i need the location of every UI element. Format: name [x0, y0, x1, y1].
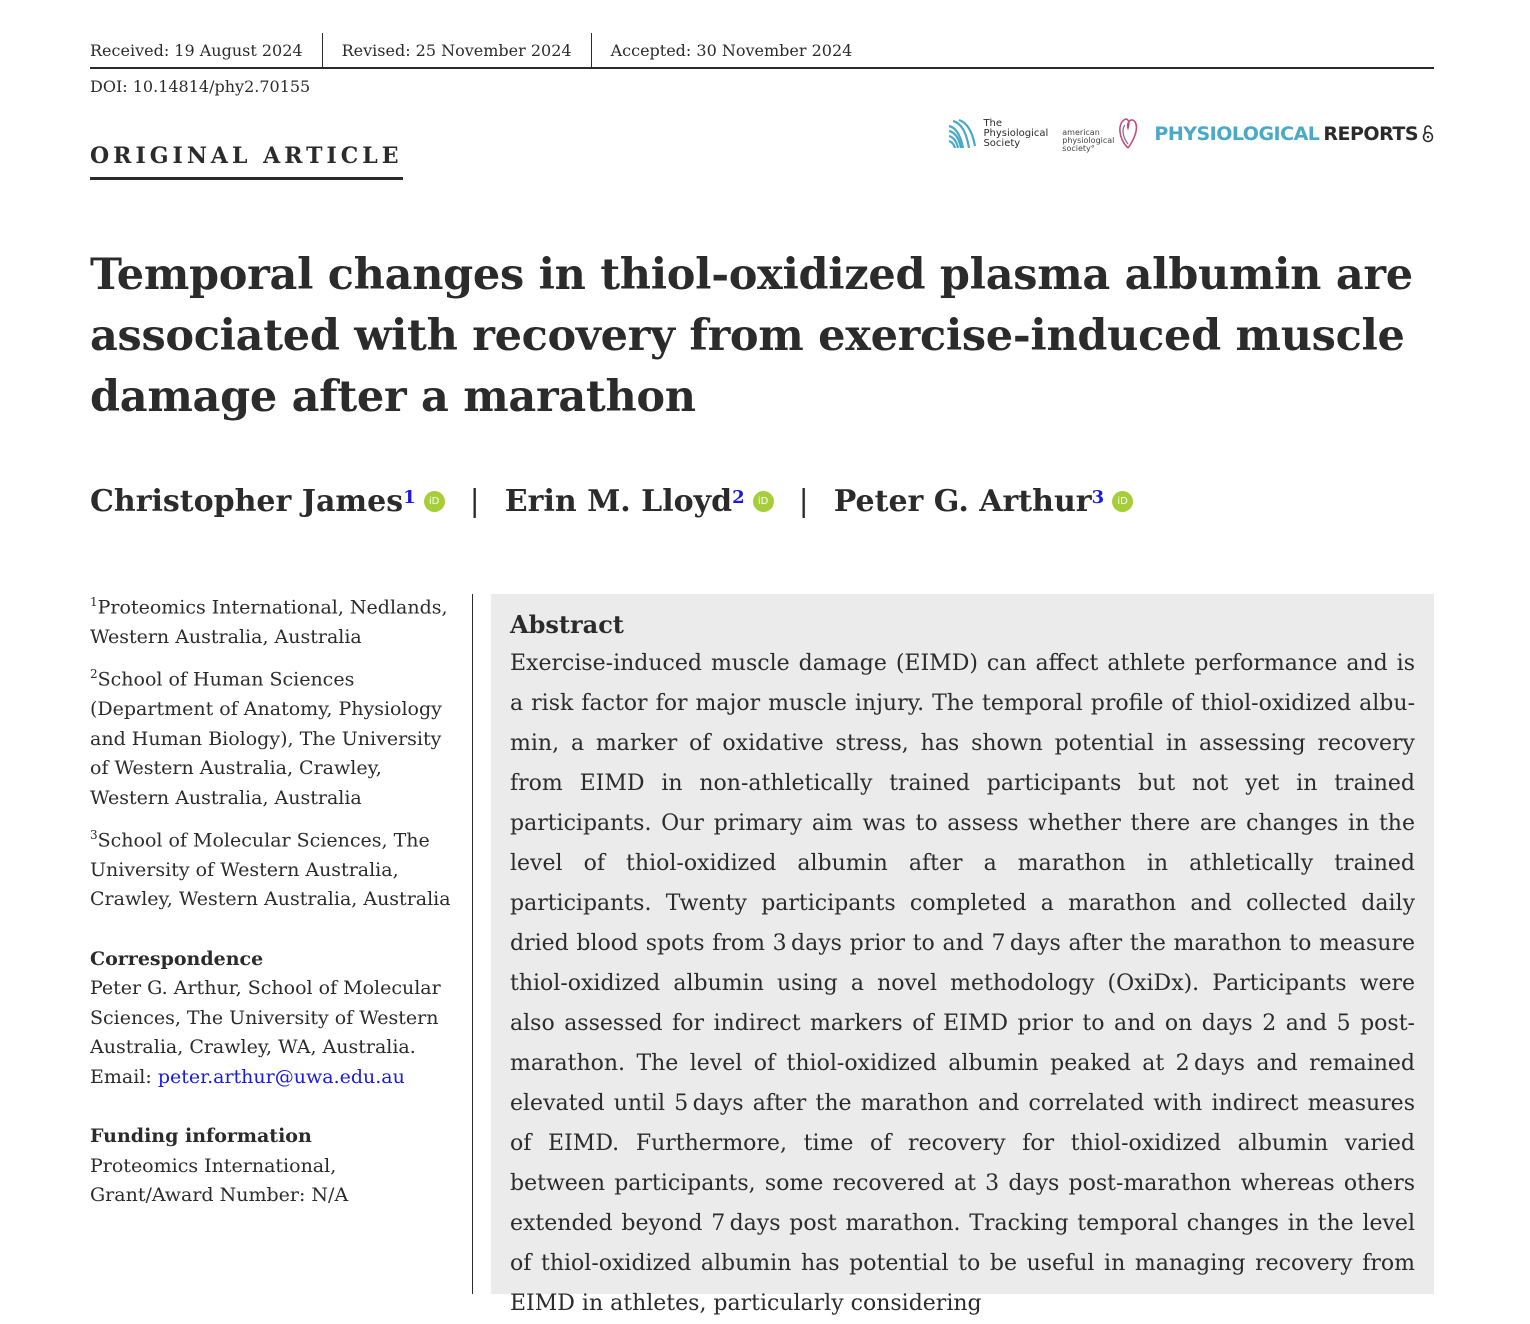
column-divider	[472, 594, 473, 1294]
author-name[interactable]: Erin M. Lloyd	[504, 484, 733, 519]
orcid-icon[interactable]: iD	[753, 491, 774, 512]
orcid-icon[interactable]: iD	[424, 491, 445, 512]
funding-block	[90, 1122, 460, 1211]
open-lock-icon	[1422, 125, 1434, 143]
accepted-date: Accepted: 30 November 2024	[610, 40, 853, 60]
author-name[interactable]: Christopher James	[90, 484, 404, 519]
affiliation-marker[interactable]: 1	[403, 487, 416, 508]
author-separator: |	[469, 484, 480, 519]
affiliation-marker[interactable]: 3	[1091, 487, 1105, 508]
affiliation: $^2$School of Human Sciences (Department of Anatomy, Physiology and Human Biology), The University of Western Australia, Crawley, Western Australia, Australia	[90, 667, 442, 809]
correspondence-email-line: Email: peter.arthur@uwa.edu.au	[90, 1065, 405, 1088]
physiological-society-text: The Physiological Society	[983, 118, 1049, 149]
physiological-society-logo[interactable]	[947, 118, 1048, 150]
author-separator: |	[798, 484, 809, 519]
abstract-text: Exercise-induced muscle damage (EIMD) can affect athlete performance and is a risk factor for major muscle injury. The temporal profile of thiol-oxidized albumin, a marker of oxidative stress, has shown potential in assessing recovery from EIMD in non-athletically trained participants but not yet in trained participants. Our primary aim was to assess whether there are changes in the level of thiol-oxidized albumin after a marathon in athletically trained participants. Twenty participants completed a marathon and collected daily dried blood spots from 3 days prior to and 7 days after the marathon to measure thiol-oxidized albumin using a novel methodology (OxiDx). Participants were also assessed for indirect markers of EIMD prior to and on days 2 and 5 post-marathon. The level of thiol-oxidized albumin peaked at 2 days and remained elevated until 5 days after the marathon and correlated with indirect measures of EIMD. Furthermore, time of recovery for thiol-oxidized albumin varied between participants, some recovered at 3 days post-marathon whereas others extended beyond 7 days post marathon. Tracking temporal changes in the level of thiol-oxidized albumin has potential to be useful in managing recovery from EIMD in athletes, particularly considering	[510, 651, 1415, 1316]
publisher-logos	[947, 110, 1434, 158]
affiliation: $^1$Proteomics International, Nedlands, Western Australia, Australia	[90, 595, 448, 648]
email-link[interactable]: peter.arthur@uwa.edu.au	[157, 1065, 405, 1088]
funding-text: Proteomics International, Grant/Award Number: N/A	[90, 1154, 349, 1207]
revised-date: Revised: 25 November 2024	[341, 40, 572, 60]
aps-text: american physiological society°	[1062, 128, 1115, 153]
funding-heading: Funding information	[90, 1125, 312, 1148]
aps-logo[interactable]	[1062, 114, 1140, 154]
physiological-society-icon	[947, 118, 979, 150]
journal-name-part2: REPORTS	[1323, 123, 1418, 145]
affiliation-marker[interactable]: 2	[732, 487, 745, 508]
correspondence-heading: Correspondence	[90, 947, 264, 970]
journal-name-part1: PHYSIOLOGICAL	[1154, 123, 1320, 145]
aps-heart-icon	[1116, 114, 1140, 154]
doi[interactable]: DOI: 10.14814/phy2.70155	[90, 77, 311, 96]
date-separator	[591, 33, 592, 67]
journal-logo[interactable]	[1154, 123, 1434, 145]
article-title: Temporal changes in thiol-oxidized plasma albumin are associated with recovery from exercise-induced muscle damage after a marathon	[90, 250, 1413, 422]
publication-dates	[90, 33, 852, 67]
author-list	[90, 484, 1133, 519]
abstract-heading: Abstract	[510, 610, 624, 639]
article-info-sidebar	[90, 588, 460, 1211]
affiliation: $^3$School of Molecular Sciences, The University of Western Australia, Crawley, Western Australia, Australia	[90, 828, 451, 911]
article-type: ORIGINAL ARTICLE	[90, 143, 403, 180]
author-name[interactable]: Peter G. Arthur	[833, 484, 1092, 519]
abstract-box	[491, 594, 1434, 1316]
orcid-icon[interactable]: iD	[1112, 491, 1133, 512]
correspondence-text: Peter G. Arthur, School of Molecular Sciences, The University of Western Australia, Crawley, WA, Australia.	[90, 977, 441, 1059]
received-date: Received: 19 August 2024	[90, 40, 303, 60]
date-separator	[322, 33, 323, 67]
correspondence-block	[90, 945, 460, 1093]
